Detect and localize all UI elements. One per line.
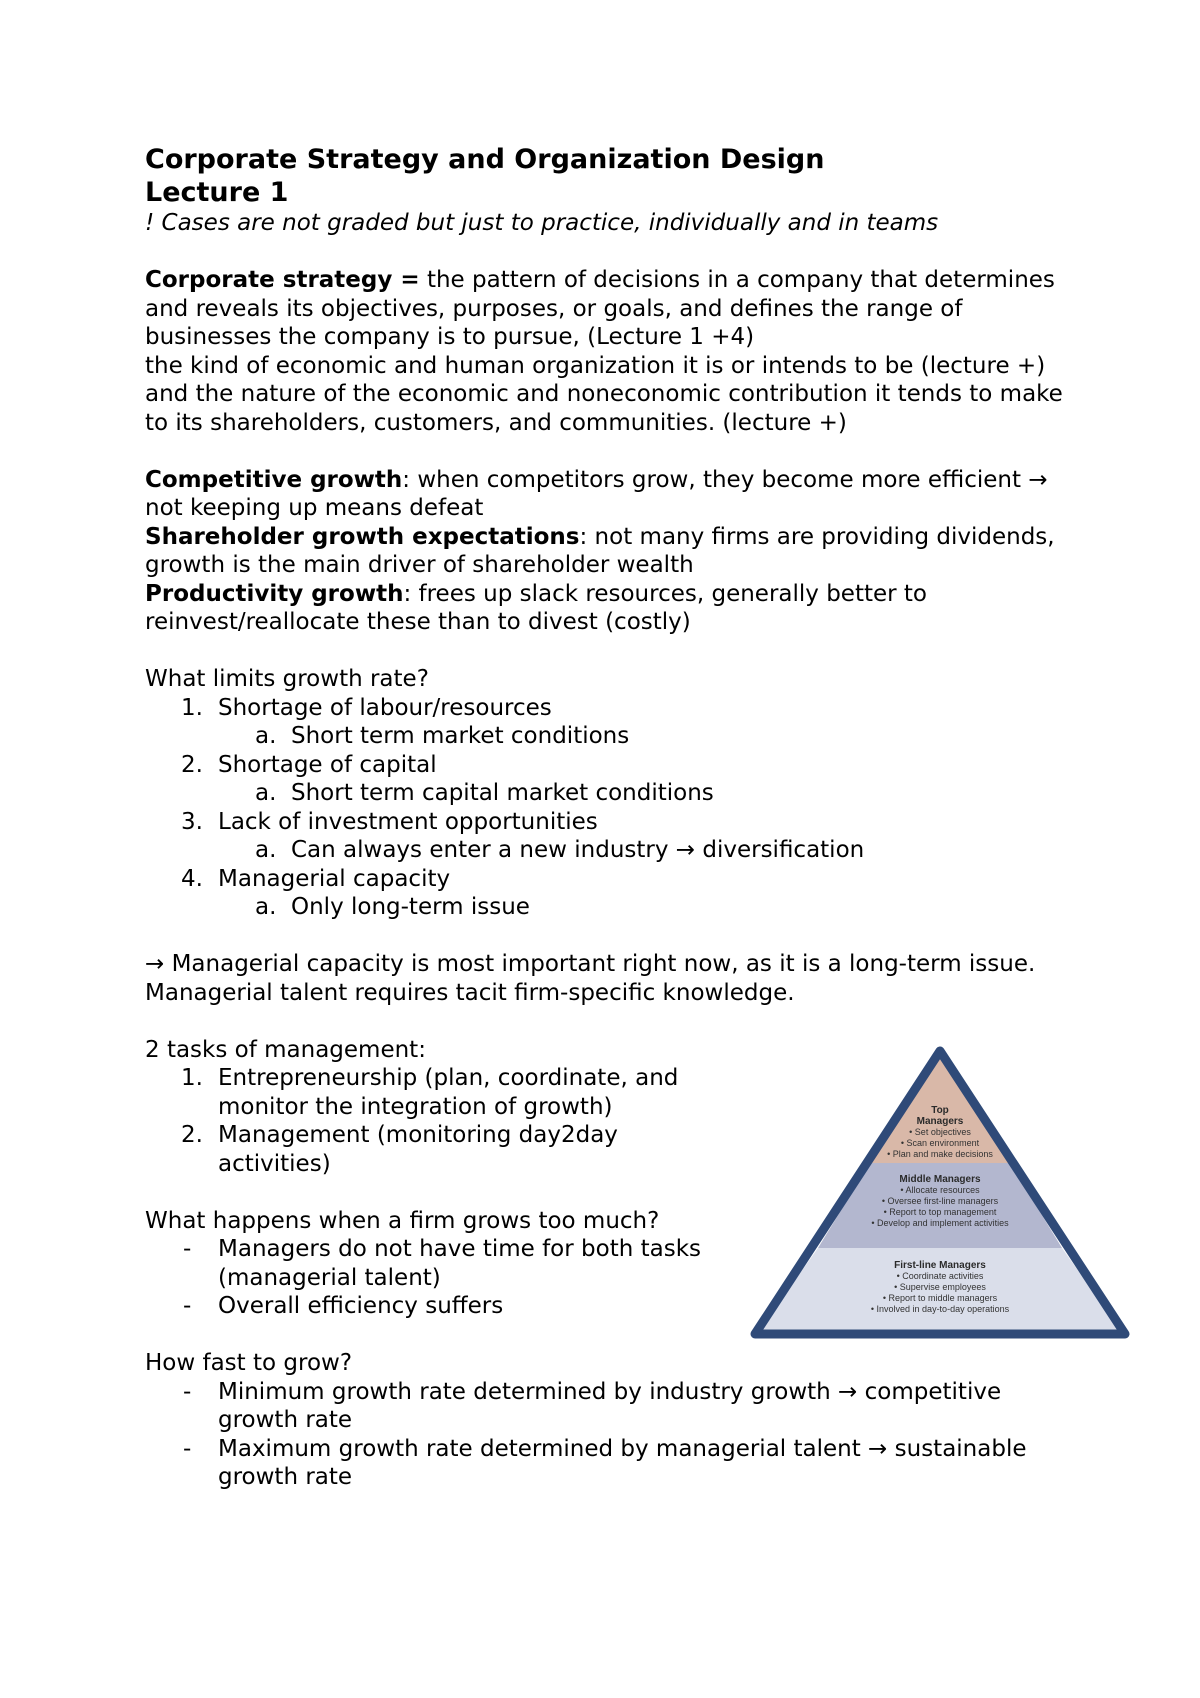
bottom-tier-title: First-line Managers xyxy=(894,1260,986,1271)
sub-list-text: Can always enter a new industry → diversification xyxy=(291,837,865,863)
list-item xyxy=(145,751,1085,780)
too-much-heading: What happens when a firm grows too much? xyxy=(145,1207,660,1234)
management-pyramid xyxy=(745,1043,1135,1340)
list-item xyxy=(145,1292,705,1321)
list-dash: - xyxy=(183,1236,192,1262)
sub-list-item xyxy=(145,893,1085,922)
limits-heading: What limits growth rate? xyxy=(145,666,429,692)
top-tier-item: • Plan and make decisions xyxy=(887,1149,993,1159)
definition-term: Corporate strategy = xyxy=(145,267,420,293)
list-number: 4. xyxy=(181,865,203,892)
list-dash: - xyxy=(183,1378,192,1405)
bottom-tier-item: • Involved in day-to-day operations xyxy=(870,1304,1010,1314)
bottom-tier-item: • Coordinate activities xyxy=(896,1271,984,1281)
list-number: 2. xyxy=(181,1122,203,1148)
sub-list-marker: a. xyxy=(255,723,277,749)
sub-list-text: Only long-term issue xyxy=(291,894,530,920)
list-item xyxy=(145,808,1085,837)
definition-line: the kind of economic and human organization it is or intends to be (lecture +) xyxy=(145,352,1046,379)
management-pyramid-figure xyxy=(745,1043,1135,1340)
list-item-text: Lack of investment opportunities xyxy=(218,808,598,835)
growth-text: : when competitors grow, they become more efficient → not keeping up means defeat xyxy=(145,466,1048,521)
how-fast-list xyxy=(145,1378,1085,1492)
definition-line: and the nature of the economic and noneconomic contribution it tends to make to its shareholders, customers, and communities. (lecture +) xyxy=(145,381,1063,436)
growth-term: Competitive growth xyxy=(145,466,403,493)
list-item xyxy=(145,1064,705,1121)
document-title: Corporate Strategy and Organization Design xyxy=(145,144,825,175)
sub-list-marker: a. xyxy=(255,780,277,806)
conclusion-paragraph: → Managerial capacity is most important right now, as it is a long-term issue. Managerial talent requires tacit firm-specific knowledge. xyxy=(145,951,1036,1006)
top-tier-item: • Set objectives xyxy=(909,1127,971,1137)
top-tier-item: • Scan environment xyxy=(900,1138,980,1148)
list-item-text: Overall efficiency suffers xyxy=(218,1293,504,1319)
list-item-text: Management (monitoring day2day activities) xyxy=(218,1122,618,1177)
growth-term: Shareholder growth expectations xyxy=(145,523,580,550)
list-number: 1. xyxy=(181,694,203,721)
growth-item xyxy=(145,580,1085,637)
too-much-list xyxy=(145,1235,705,1321)
list-item-text: Managers do not have time for both tasks (managerial talent) xyxy=(218,1236,701,1291)
list-item-text: Entrepreneurship (plan, coordinate, and monitor the integration of growth) xyxy=(218,1065,679,1120)
definition-paragraph xyxy=(145,266,1085,352)
middle-tier-item: • Develop and implement activities xyxy=(871,1218,1009,1228)
middle-tier-title: Middle Managers xyxy=(899,1174,981,1185)
bottom-tier-item: • Supervise employees xyxy=(894,1282,986,1292)
growth-item xyxy=(145,466,1085,523)
list-item xyxy=(145,1121,705,1178)
list-item-text: Shortage of labour/resources xyxy=(218,694,552,721)
list-item-text: Managerial capacity xyxy=(218,865,451,892)
list-number: 2. xyxy=(181,751,203,778)
list-item-text: Minimum growth rate determined by industry growth → competitive growth rate xyxy=(218,1378,1002,1433)
middle-tier-item: • Oversee first-line managers xyxy=(881,1196,999,1206)
tasks-list xyxy=(145,1064,705,1178)
list-number: 3. xyxy=(181,808,203,835)
list-number: 1. xyxy=(181,1065,203,1091)
practice-note: ! Cases are not graded but just to practice, individually and in teams xyxy=(145,210,939,236)
list-item xyxy=(145,1235,705,1292)
sub-list-marker: a. xyxy=(255,894,277,920)
list-item xyxy=(145,1435,1085,1492)
sub-list-marker: a. xyxy=(255,837,277,863)
list-dash: - xyxy=(183,1435,192,1462)
tasks-heading: 2 tasks of management: xyxy=(145,1036,426,1063)
definition-line: the pattern of decisions in a company that determines and reveals its objectives, purposes, or goals, and defines the range of businesses the company is to pursue, (Lecture 1 +4) xyxy=(145,267,1055,350)
list-item-text: Shortage of capital xyxy=(218,751,437,778)
tasks-section xyxy=(145,1036,705,1321)
list-item xyxy=(145,694,1085,723)
sub-list-item xyxy=(145,722,1085,751)
growth-text: : not many firms are providing dividends, growth is the main driver of shareholder wealth xyxy=(145,523,1055,578)
limits-list xyxy=(145,694,1085,922)
list-item-text: Maximum growth rate determined by managerial talent → sustainable growth rate xyxy=(218,1435,1027,1490)
growth-text: : frees up slack resources, generally better to reinvest/reallocate these than to divest (costly) xyxy=(145,580,927,635)
list-item xyxy=(145,1378,1085,1435)
bottom-tier-item: • Report to middle managers xyxy=(882,1293,998,1303)
lecture-number: Lecture 1 xyxy=(145,177,289,208)
sub-list-item xyxy=(145,779,1085,808)
middle-tier-item: • Report to top management xyxy=(883,1207,997,1217)
list-item xyxy=(145,865,1085,894)
how-fast-heading: How fast to grow? xyxy=(145,1350,353,1376)
top-tier-title: Top xyxy=(931,1105,949,1116)
growth-item xyxy=(145,523,1085,580)
sub-list-item xyxy=(145,836,1085,865)
growth-term: Productivity growth xyxy=(145,580,404,607)
sub-list-text: Short term market conditions xyxy=(291,723,630,749)
sub-list-text: Short term capital market conditions xyxy=(291,780,714,806)
top-tier-title: Managers xyxy=(916,1116,964,1127)
middle-tier-item: • Allocate resources xyxy=(900,1185,980,1195)
list-dash: - xyxy=(183,1293,192,1319)
